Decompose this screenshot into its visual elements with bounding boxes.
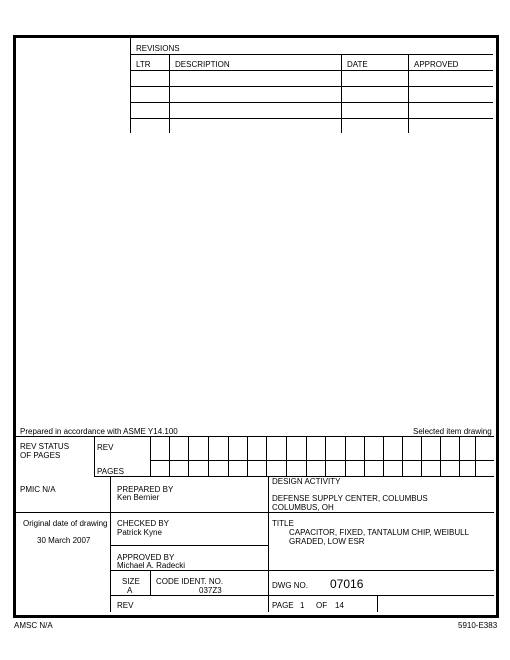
revisions-col-date: DATE (347, 60, 368, 69)
title-block-rule (377, 595, 378, 612)
title-block-rule (268, 476, 269, 612)
rev-status-cell-divider (459, 436, 460, 476)
prepared-by-label: PREPARED BY (117, 485, 174, 494)
rev-status-cell-divider (364, 436, 365, 476)
rev-status-cell-divider (228, 436, 229, 476)
title-block-rule (16, 512, 268, 513)
page-label: PAGE (272, 601, 294, 610)
design-activity-label: DESIGN ACTIVITY (272, 477, 341, 486)
original-date: 30 March 2007 (37, 536, 91, 545)
checked-by-label: CHECKED BY (117, 519, 170, 528)
revisions-rule (130, 102, 493, 103)
title-line2: GRADED, LOW ESR (289, 537, 365, 546)
rev-status-rule (150, 460, 494, 461)
dwg-no-value: 07016 (330, 577, 364, 591)
border-tick (496, 119, 497, 133)
border-tick (496, 35, 497, 49)
rev-status-rule (94, 436, 95, 476)
rev-status-rule (16, 436, 494, 437)
approved-by-label: APPROVED BY (117, 553, 175, 562)
rev-status-cell-divider (286, 436, 287, 476)
page-total: 14 (335, 601, 344, 610)
rev-status-rev-label: REV (97, 443, 114, 452)
revisions-rule (130, 54, 493, 55)
rev-status-cell-divider (440, 436, 441, 476)
title-block-rule (110, 545, 268, 546)
revisions-rule (130, 118, 493, 119)
revisions-col-ltr: LTR (136, 60, 151, 69)
revisions-rule (130, 38, 131, 133)
revisions-rule (169, 54, 170, 133)
title-block-rule (150, 570, 151, 595)
revisions-rule (130, 70, 493, 71)
rev-status-cell-divider (169, 436, 170, 476)
title-block-rule (110, 570, 494, 571)
rev-label: REV (117, 601, 134, 610)
dwg-no-label: DWG NO. (272, 581, 308, 590)
code-ident-value: 037Z3 (199, 586, 222, 595)
revisions-col-approved: APPROVED (414, 60, 459, 69)
rev-status-cell-divider (306, 436, 307, 476)
title-block-rule (110, 476, 111, 612)
revisions-heading: REVISIONS (136, 44, 180, 53)
approved-by-name: Michael A. Radecki (117, 561, 186, 570)
rev-status-cell-divider (247, 436, 248, 476)
rev-status-cell-divider (421, 436, 422, 476)
of-label: OF (316, 601, 328, 610)
border-tick (13, 119, 14, 133)
size-value: A (127, 586, 133, 595)
amsc-text: AMSC N/A (14, 621, 53, 630)
revisions-rule (130, 86, 493, 87)
title-block-rule (110, 595, 494, 596)
rev-status-cell-divider (475, 436, 476, 476)
page-number: 1 (300, 601, 305, 610)
form-number: 5910-E383 (458, 621, 498, 630)
rev-status-cell-divider (383, 436, 384, 476)
rev-status-cell-divider (150, 436, 151, 476)
revisions-col-description: DESCRIPTION (175, 60, 230, 69)
pmic-text: PMIC N/A (20, 485, 56, 494)
design-activity-line1: DEFENSE SUPPLY CENTER, COLUMBUS (272, 494, 428, 503)
rev-status-cell-divider (325, 436, 326, 476)
selected-item-note: Selected item drawing (413, 427, 492, 436)
design-activity-line2: COLUMBUS, OH (272, 503, 334, 512)
prepared-by-name: Ken Bernier (117, 493, 160, 502)
revisions-rule (408, 54, 409, 133)
title-line1: CAPACITOR, FIXED, TANTALUM CHIP, WEIBULL (289, 528, 470, 537)
rev-status-pages-label: PAGES (97, 467, 124, 476)
size-label: SIZE (122, 577, 140, 586)
border-tick (13, 35, 14, 49)
rev-status-cell-divider (345, 436, 346, 476)
revisions-rule (341, 54, 342, 133)
title-block-rule (268, 512, 494, 513)
rev-status-label: REV STATUS OF PAGES (20, 442, 70, 460)
border-tick (496, 84, 497, 98)
original-date-label: Original date of drawing (23, 519, 108, 528)
rev-status-cell-divider (188, 436, 189, 476)
checked-by-name: Patrick Kyne (117, 528, 162, 537)
code-ident-label: CODE IDENT. NO. (156, 577, 224, 586)
rev-status-cell-divider (266, 436, 267, 476)
prepared-standard-note: Prepared in accordance with ASME Y14.100 (20, 427, 178, 436)
title-label: TITLE (272, 519, 294, 528)
rev-status-cell-divider (402, 436, 403, 476)
rev-status-cell-divider (208, 436, 209, 476)
border-tick (13, 84, 14, 98)
